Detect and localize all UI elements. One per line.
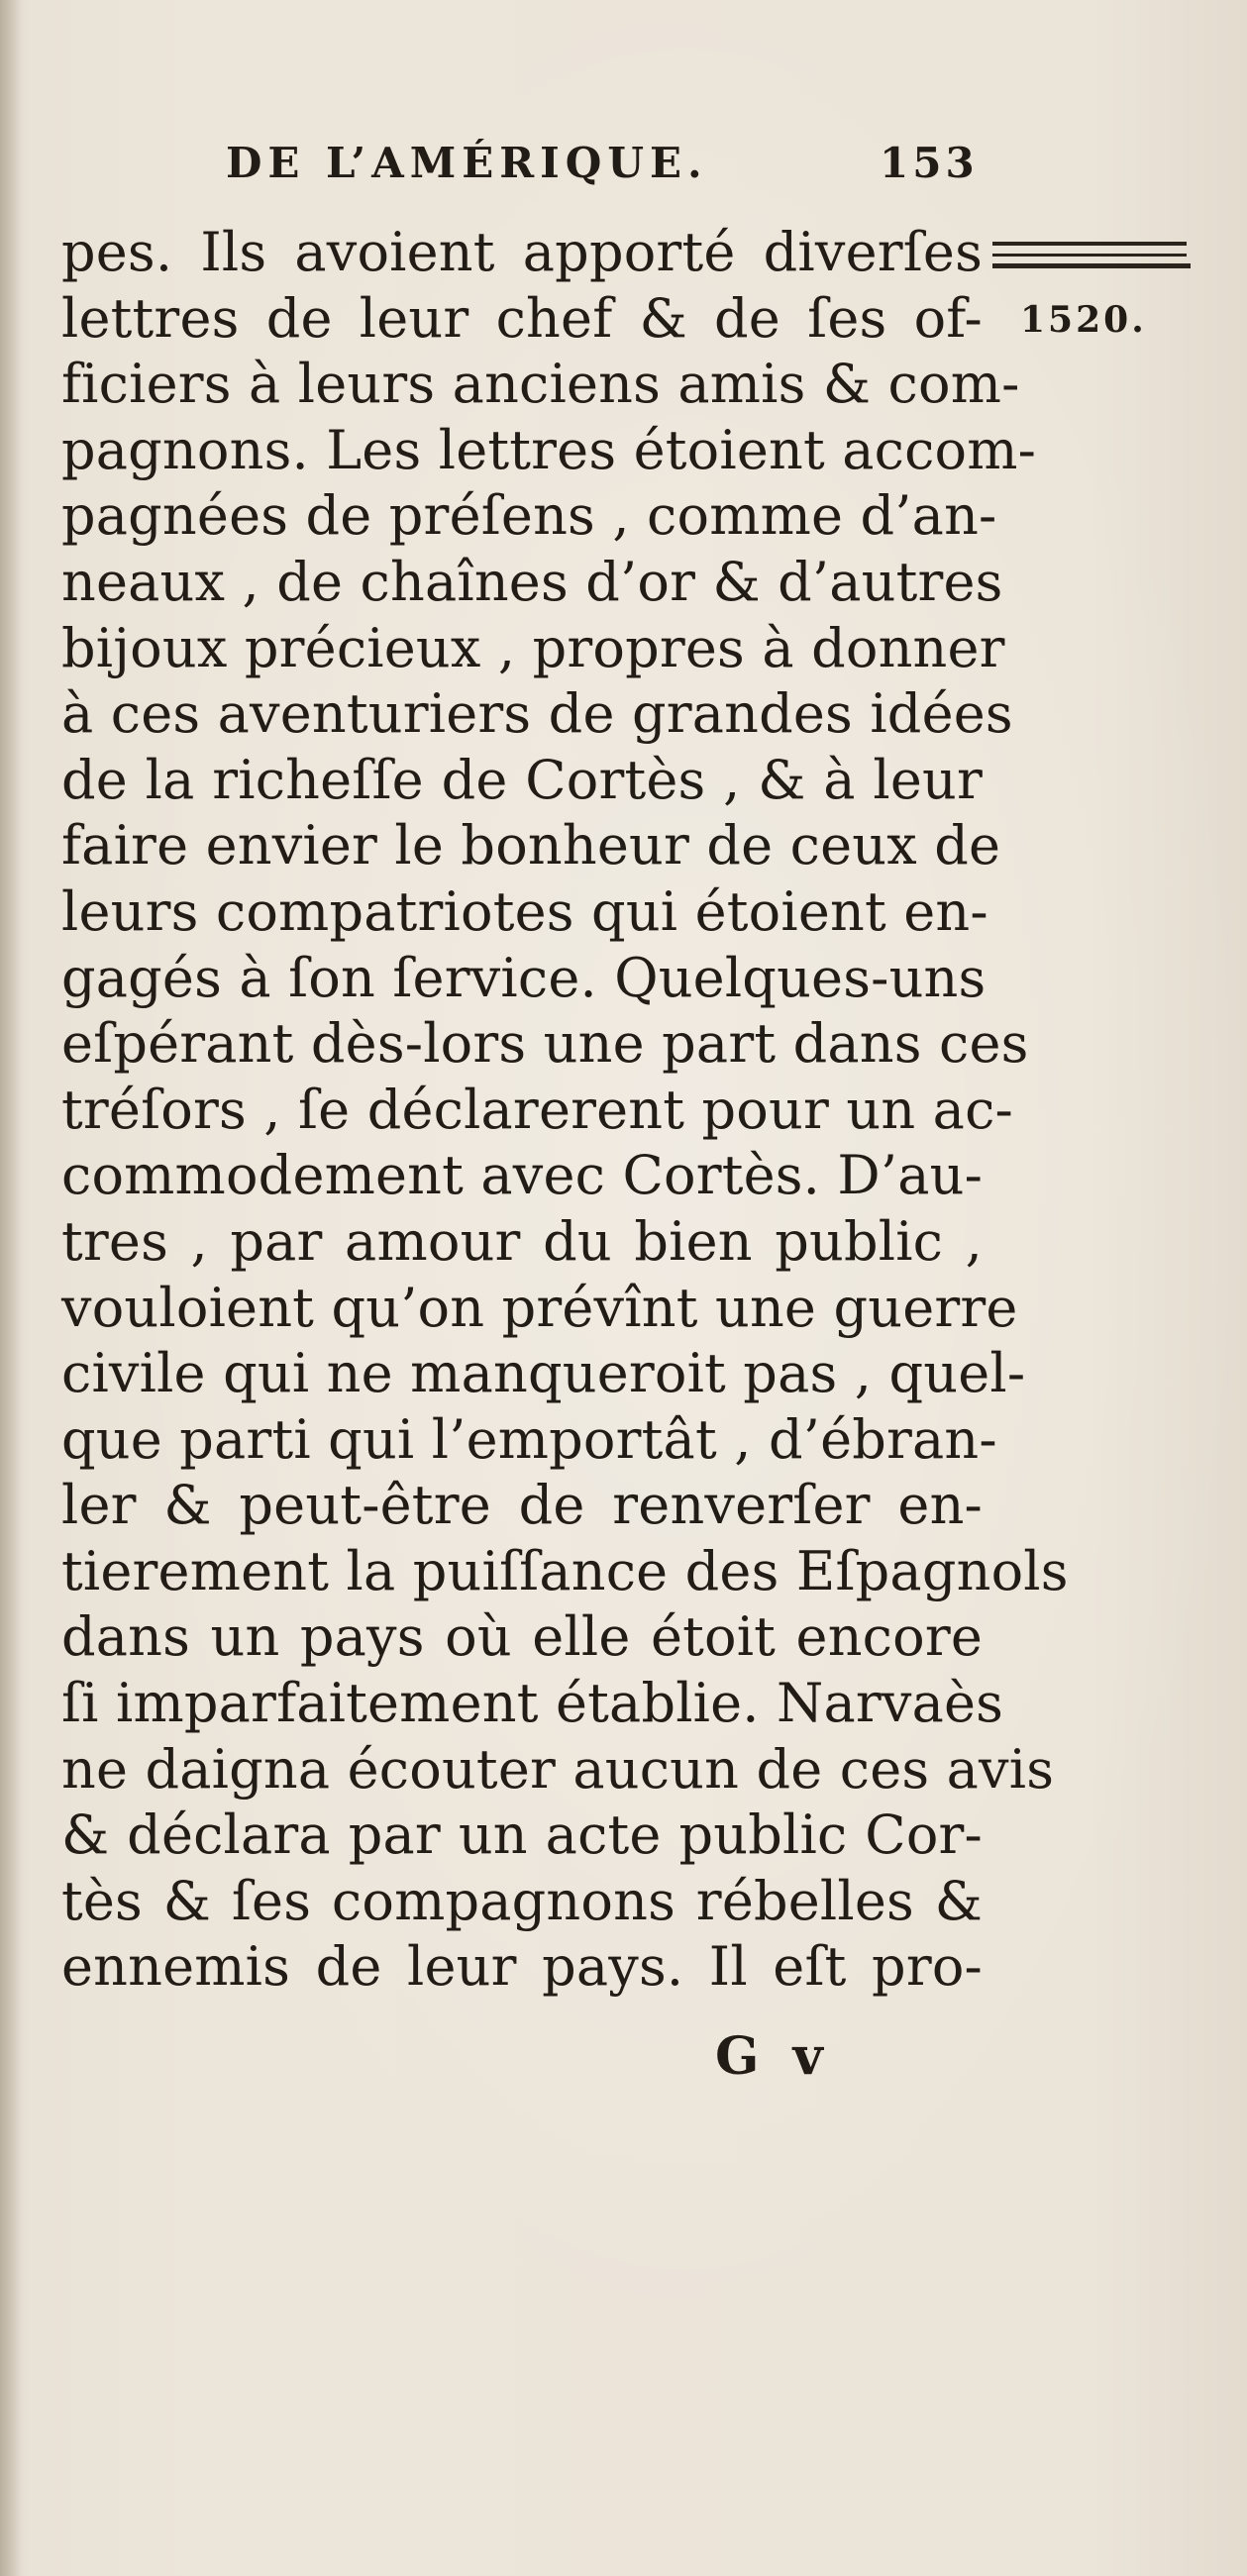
text-line: bijoux précieux , propres à donner [61, 616, 1005, 679]
text-line: ficiers à leurs anciens amis & com- [61, 353, 1020, 416]
body-text [61, 220, 1069, 2001]
margin-rule [992, 242, 1187, 246]
text-line: ennemis de leur pays. Il eſt pro- [61, 1935, 983, 1999]
text-line: tréſors , ſe déclarerent pour un ac- [61, 1078, 1013, 1141]
text-line: faire envier le bonheur de ceux de [61, 814, 1001, 877]
signature-mark: G v [715, 2026, 831, 2087]
text-line: lettres de leur chef & de ſes of- [61, 286, 983, 350]
text-line: ler & peut-être de renverſer en- [61, 1474, 983, 1537]
text-line: pagnons. Les lettres étoient accom- [61, 418, 1037, 481]
gutter-shadow [0, 0, 22, 2576]
text-line: leurs compatriotes qui étoient en- [61, 879, 988, 943]
text-line: tres , par amour du bien public , [61, 1209, 983, 1273]
text-line: de la richeſſe de Cortès , & à leur [61, 748, 983, 811]
text-line: commodement avec Cortès. D’au- [61, 1144, 984, 1207]
margin-year-note: 1520. [1020, 299, 1147, 341]
margin-rule [992, 254, 1187, 257]
text-line: tès & ſes compagnons rébelles & [61, 1869, 983, 1932]
text-line: tierement la puiſſance des Eſpagnols [61, 1539, 1069, 1602]
text-line: ne daigna écouter aucun de ces avis [61, 1737, 1055, 1801]
text-line: gagés à ſon ſervice. Quelques-uns [61, 946, 987, 1009]
text-line: que parti qui l’emportât , d’ébran- [61, 1407, 997, 1471]
running-head-title: DE L’AMÉRIQUE. [226, 139, 708, 187]
page-number: 153 [880, 139, 979, 187]
text-line: ſi imparfaitement établie. Narvaès [61, 1672, 1004, 1735]
margin-rule [992, 263, 1191, 268]
text-line: & déclara par un acte public Cor- [61, 1803, 983, 1867]
text-line: neaux , de chaînes d’or & d’autres [61, 550, 1003, 613]
text-line: eſpérant dès-lors une part dans ces [61, 1012, 1029, 1076]
text-line: dans un pays où elle étoit encore [61, 1605, 983, 1669]
text-line: vouloient qu’on prévînt une guerre [61, 1276, 1018, 1339]
text-line: pagnées de préſens , comme d’an- [61, 484, 997, 548]
running-head [226, 139, 979, 198]
text-line: civile qui ne manqueroit pas , quel- [61, 1342, 1026, 1405]
text-line: à ces aventuriers de grandes idées [61, 682, 1013, 746]
text-line: pes. Ils avoient apporté diverſes [61, 221, 983, 283]
